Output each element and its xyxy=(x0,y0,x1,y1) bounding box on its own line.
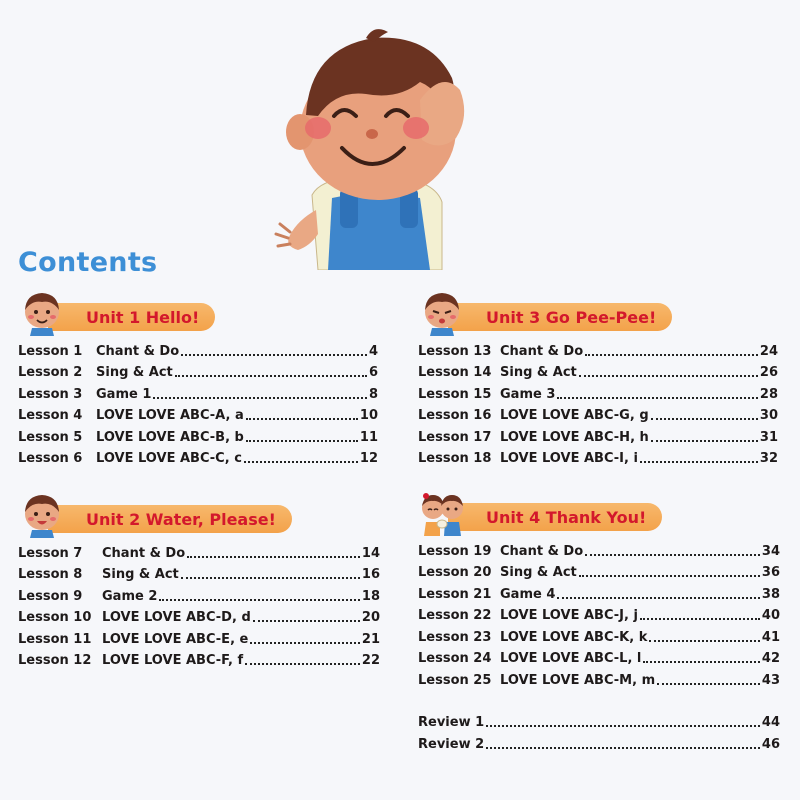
lesson-list xyxy=(418,538,780,689)
dot-leader xyxy=(585,354,758,356)
lesson-row xyxy=(418,338,778,360)
lesson-row xyxy=(418,624,780,646)
lesson-list xyxy=(418,338,778,467)
lesson-number: Lesson 21 xyxy=(418,586,492,602)
review-row xyxy=(418,709,780,731)
unit-section-1 xyxy=(18,288,378,467)
lesson-name: Sing & Act xyxy=(96,365,173,380)
lesson-row xyxy=(18,403,378,425)
review-list xyxy=(418,709,780,753)
review-name: Review 2 xyxy=(418,737,485,752)
dot-leader xyxy=(175,375,367,377)
lesson-number: Lesson 18 xyxy=(418,451,492,466)
page-number: 32 xyxy=(759,451,778,466)
lesson-number: Lesson 9 xyxy=(18,588,83,604)
review-name: Review 1 xyxy=(418,715,485,730)
page-number: 6 xyxy=(368,365,378,380)
review-row xyxy=(418,731,780,753)
lesson-number: Lesson 2 xyxy=(18,365,83,380)
dot-leader xyxy=(579,575,760,577)
dot-leader xyxy=(640,461,758,463)
page-number: 12 xyxy=(359,451,378,466)
lesson-number: Lesson 4 xyxy=(18,408,83,423)
dot-leader xyxy=(253,620,360,622)
page-title: Contents xyxy=(18,247,158,278)
dot-leader xyxy=(643,661,760,663)
dot-leader xyxy=(657,683,760,685)
kids-sharing-icon xyxy=(418,488,466,536)
lesson-name: Game 2 xyxy=(102,588,158,604)
lesson-number: Lesson 11 xyxy=(18,631,92,647)
unit-title-banner: Unit 2 Water, Please! xyxy=(48,505,292,533)
lesson-list xyxy=(18,338,378,467)
page-number: 34 xyxy=(761,543,780,559)
boy-face-icon xyxy=(18,490,66,538)
lesson-row xyxy=(418,446,778,468)
page-number: 22 xyxy=(361,653,380,668)
page-number: 36 xyxy=(761,565,780,580)
unit-header xyxy=(18,490,380,538)
lesson-name: LOVE LOVE ABC-B, b xyxy=(96,429,244,445)
lesson-name: LOVE LOVE ABC-E, e xyxy=(102,631,249,647)
lesson-row xyxy=(418,667,780,689)
dot-leader xyxy=(557,597,760,599)
lesson-name: LOVE LOVE ABC-C, c xyxy=(96,451,242,466)
lesson-name: LOVE LOVE ABC-I, i xyxy=(500,451,638,466)
unit-section-4 xyxy=(418,488,780,689)
page-number: 41 xyxy=(761,629,780,645)
dot-leader xyxy=(246,440,358,442)
lesson-row xyxy=(418,403,778,425)
boy-face-icon xyxy=(18,288,66,336)
lesson-number: Lesson 7 xyxy=(18,545,83,561)
lesson-name: LOVE LOVE ABC-G, g xyxy=(500,408,649,423)
unit-header xyxy=(418,288,778,336)
dot-leader xyxy=(153,397,367,399)
unit-header xyxy=(418,488,780,536)
boy-face-icon xyxy=(418,288,466,336)
page-number: 38 xyxy=(761,586,780,602)
page-number: 11 xyxy=(359,429,378,445)
lesson-row xyxy=(418,538,780,560)
lesson-number: Lesson 5 xyxy=(18,429,83,445)
lesson-name: Chant & Do xyxy=(102,545,186,561)
lesson-name: Sing & Act xyxy=(500,565,577,580)
lesson-number: Lesson 12 xyxy=(18,653,92,668)
dot-leader xyxy=(245,663,360,665)
lesson-number: Lesson 15 xyxy=(418,386,492,402)
boy-illustration xyxy=(270,20,470,270)
lesson-name: LOVE LOVE ABC-A, a xyxy=(96,408,244,423)
lesson-number: Lesson 6 xyxy=(18,451,83,466)
page-number: 14 xyxy=(361,545,380,561)
unit-header xyxy=(18,288,378,336)
lesson-row xyxy=(418,560,780,582)
lesson-number: Lesson 3 xyxy=(18,386,83,402)
dot-leader xyxy=(181,577,360,579)
page-number: 46 xyxy=(761,737,780,752)
page-number: 28 xyxy=(759,386,778,402)
lesson-name: Sing & Act xyxy=(102,567,179,582)
lesson-row xyxy=(418,646,780,668)
dot-leader xyxy=(640,618,760,620)
lesson-number: Lesson 10 xyxy=(18,610,92,625)
lesson-number: Lesson 14 xyxy=(418,365,492,380)
dot-leader xyxy=(486,725,760,727)
unit-section-3 xyxy=(418,288,778,467)
lesson-name: Game 1 xyxy=(96,386,152,402)
page-number: 43 xyxy=(761,672,780,688)
lesson-number: Lesson 8 xyxy=(18,567,83,582)
lesson-row xyxy=(18,446,378,468)
lesson-number: Lesson 17 xyxy=(418,429,492,445)
lesson-name: Sing & Act xyxy=(500,365,577,380)
lesson-number: Lesson 1 xyxy=(18,343,83,359)
lesson-number: Lesson 24 xyxy=(418,651,492,666)
page-number: 31 xyxy=(759,429,778,445)
dot-leader xyxy=(159,599,360,601)
page-number: 4 xyxy=(368,343,378,359)
lesson-row xyxy=(18,562,380,584)
lesson-name: Chant & Do xyxy=(500,343,584,359)
page-number: 42 xyxy=(761,651,780,666)
dot-leader xyxy=(486,747,760,749)
lesson-row xyxy=(18,360,378,382)
lesson-name: LOVE LOVE ABC-M, m xyxy=(500,672,656,688)
lesson-number: Lesson 13 xyxy=(418,343,492,359)
unit-title-banner: Unit 4 Thank You! xyxy=(448,503,662,531)
page-number: 21 xyxy=(361,631,380,647)
lesson-name: LOVE LOVE ABC-K, k xyxy=(500,629,648,645)
lesson-row xyxy=(18,338,378,360)
lesson-row xyxy=(18,605,380,627)
lesson-row xyxy=(18,583,380,605)
page-number: 10 xyxy=(359,408,378,423)
lesson-name: Game 3 xyxy=(500,386,556,402)
dot-leader xyxy=(244,461,358,463)
dot-leader xyxy=(187,556,360,558)
lesson-row xyxy=(18,648,380,670)
lesson-row xyxy=(418,381,778,403)
lesson-list xyxy=(18,540,380,669)
lesson-name: Chant & Do xyxy=(96,343,180,359)
dot-leader xyxy=(649,640,760,642)
lesson-name: LOVE LOVE ABC-L, l xyxy=(500,651,642,666)
page-number: 18 xyxy=(361,588,380,604)
lesson-number: Lesson 23 xyxy=(418,629,492,645)
lesson-name: LOVE LOVE ABC-J, j xyxy=(500,608,638,623)
page-number: 8 xyxy=(368,386,378,402)
lesson-row xyxy=(418,603,780,625)
page-number: 30 xyxy=(759,408,778,423)
page-number: 20 xyxy=(361,610,380,625)
lesson-row xyxy=(418,360,778,382)
lesson-name: LOVE LOVE ABC-F, f xyxy=(102,653,244,668)
lesson-number: Lesson 20 xyxy=(418,565,492,580)
dot-leader xyxy=(181,354,367,356)
dot-leader xyxy=(579,375,758,377)
page-number: 16 xyxy=(361,567,380,582)
dot-leader xyxy=(585,554,760,556)
lesson-row xyxy=(418,424,778,446)
dot-leader xyxy=(557,397,758,399)
page-number: 24 xyxy=(759,343,778,359)
dot-leader xyxy=(250,642,360,644)
unit-title-banner: Unit 3 Go Pee-Pee! xyxy=(448,303,672,331)
lesson-row xyxy=(418,581,780,603)
dot-leader xyxy=(651,440,758,442)
page-number: 26 xyxy=(759,365,778,380)
lesson-row xyxy=(18,424,378,446)
lesson-number: Lesson 25 xyxy=(418,672,492,688)
lesson-number: Lesson 19 xyxy=(418,543,492,559)
unit-title-banner: Unit 1 Hello! xyxy=(48,303,215,331)
lesson-row xyxy=(18,381,378,403)
lesson-name: Game 4 xyxy=(500,586,556,602)
dot-leader xyxy=(246,418,358,420)
lesson-row xyxy=(18,626,380,648)
lesson-number: Lesson 22 xyxy=(418,608,492,623)
lesson-row xyxy=(18,540,380,562)
page-number: 44 xyxy=(761,715,780,730)
dot-leader xyxy=(651,418,758,420)
lesson-name: Chant & Do xyxy=(500,543,584,559)
lesson-name: LOVE LOVE ABC-H, h xyxy=(500,429,649,445)
lesson-number: Lesson 16 xyxy=(418,408,492,423)
lesson-name: LOVE LOVE ABC-D, d xyxy=(102,610,251,625)
unit-section-2 xyxy=(18,490,380,669)
page-number: 40 xyxy=(761,608,780,623)
